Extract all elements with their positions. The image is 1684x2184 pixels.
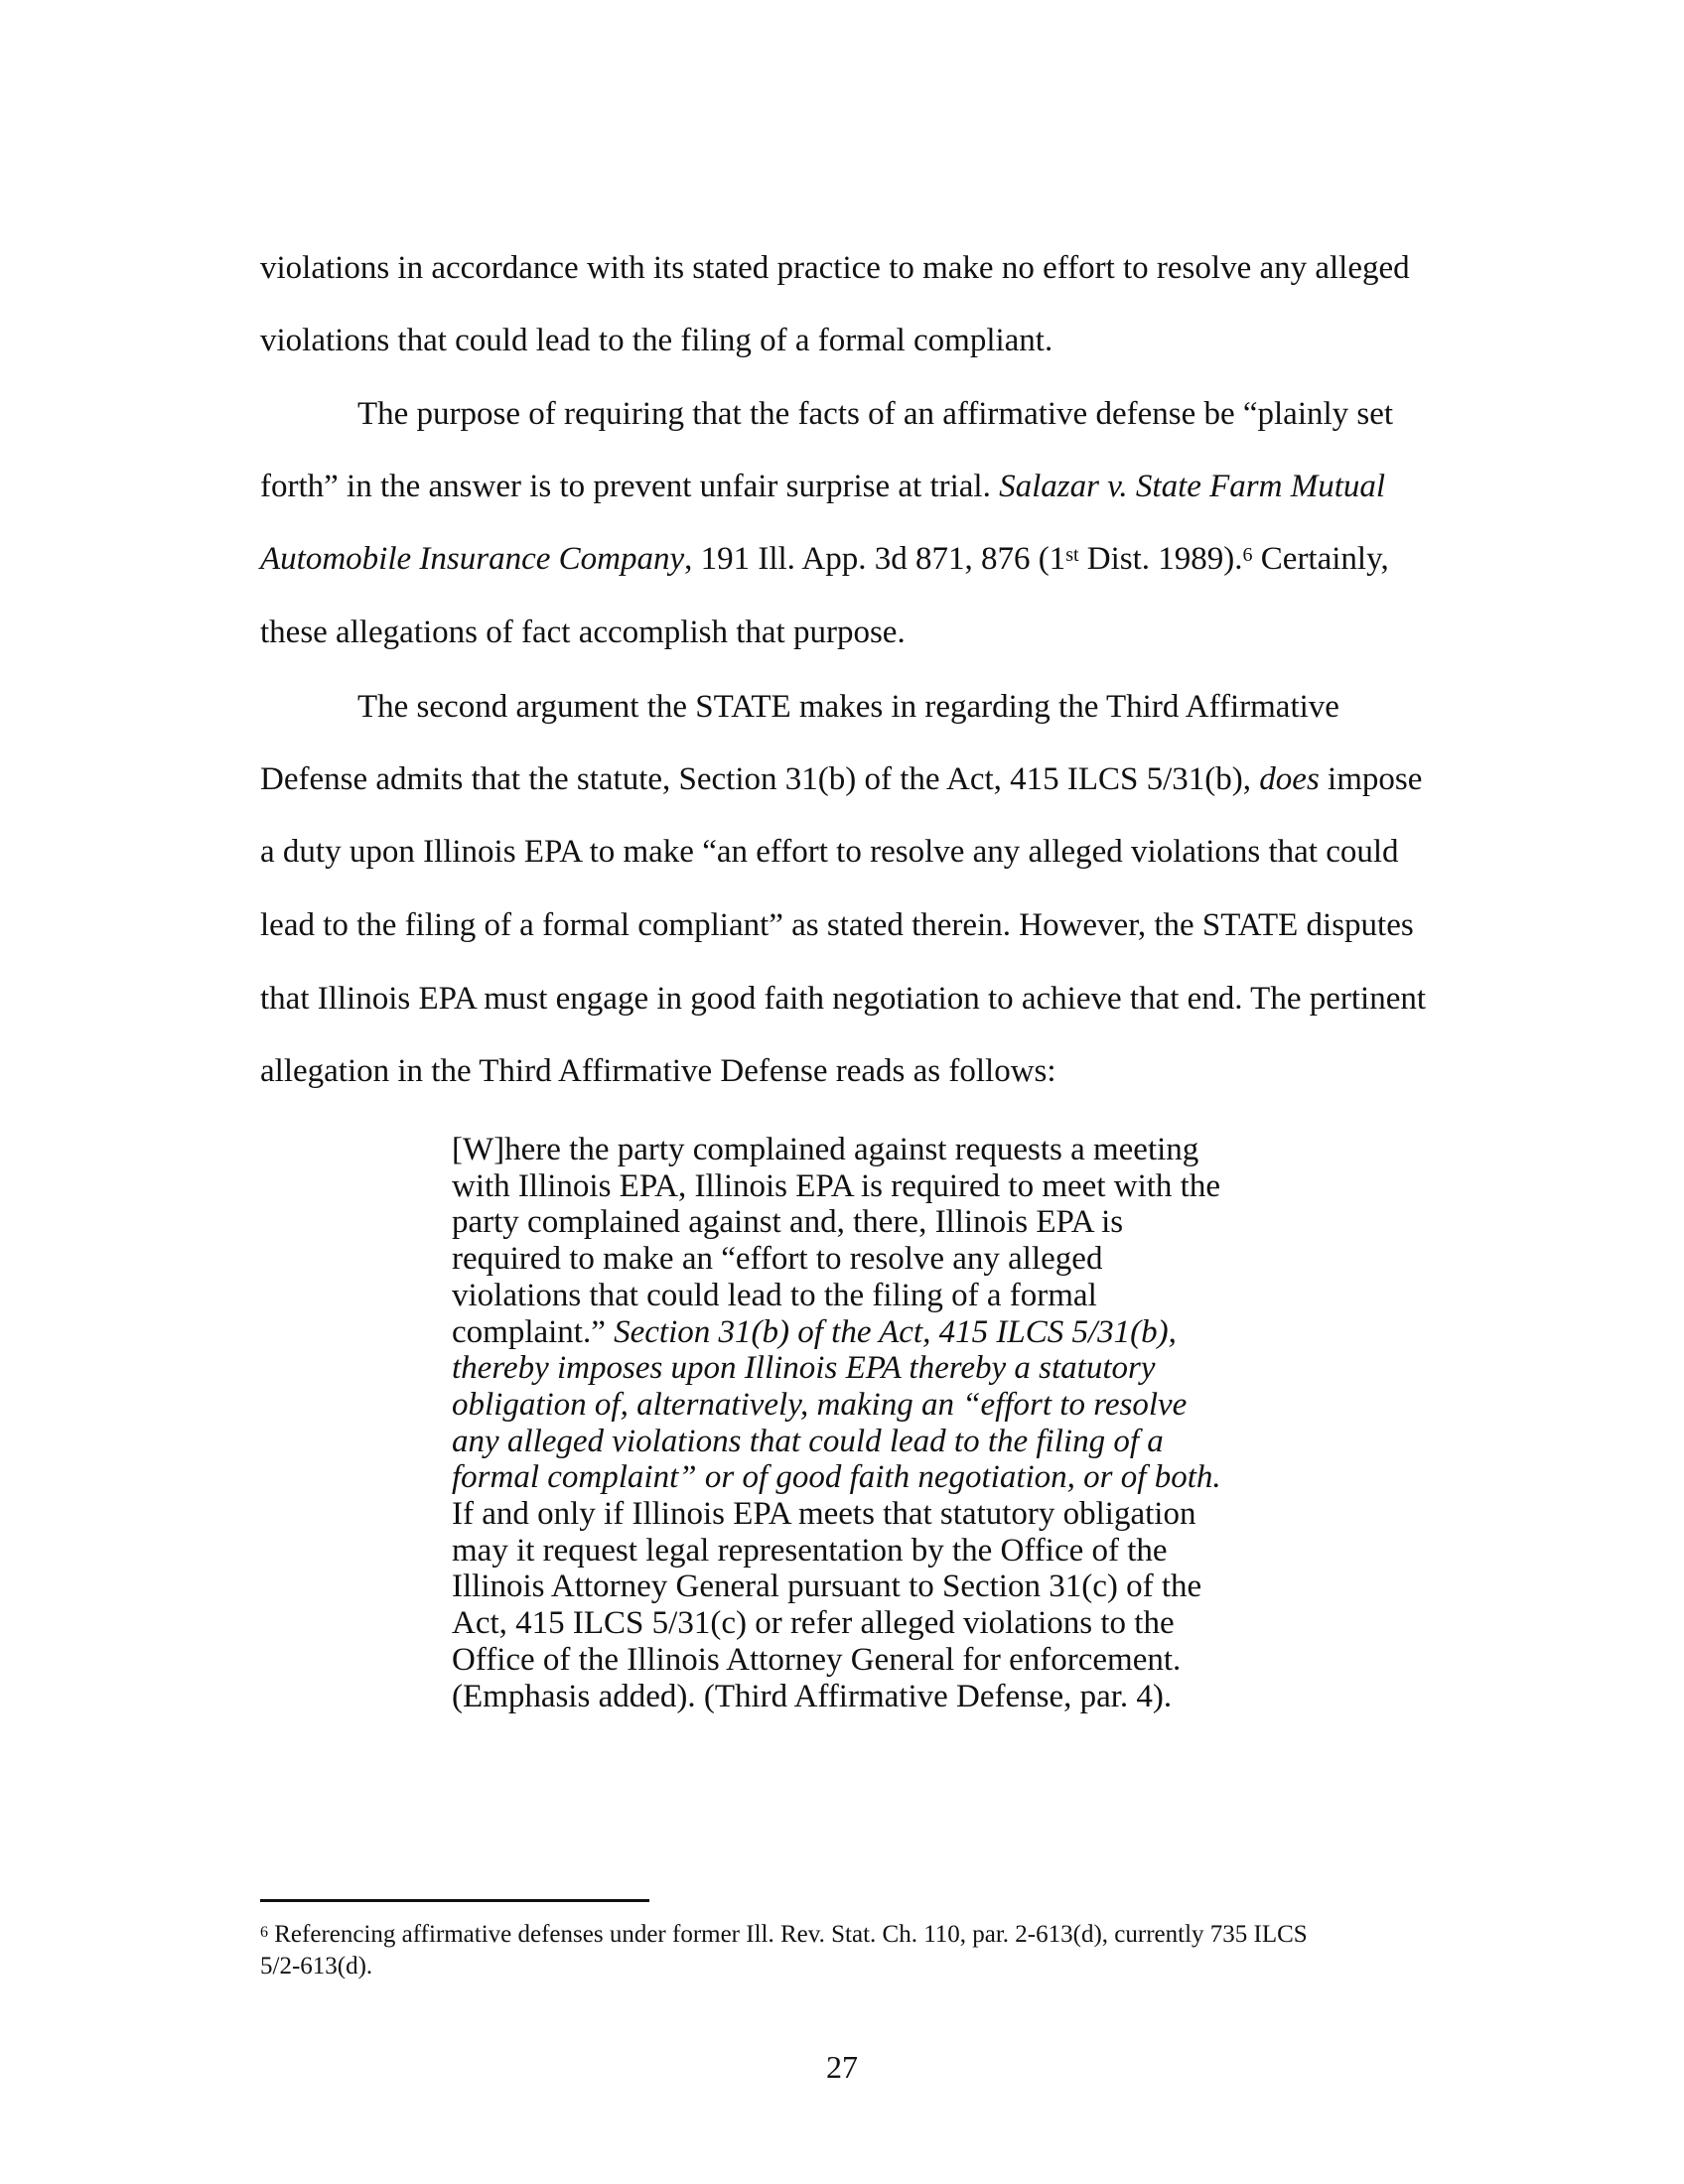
page-number: 27 bbox=[826, 2049, 858, 2085]
quote-line: [W]here the party complained against requests a meeting bbox=[452, 1132, 1199, 1167]
quote-line: required to make an “effort to resolve any alleged bbox=[452, 1241, 1103, 1278]
quote-emphasis: Section 31(b) of the Act, 415 ILCS 5/31(b), bbox=[614, 1313, 1177, 1350]
quote-line: If and only if Illinois EPA meets that statutory obligation bbox=[452, 1496, 1196, 1533]
quote-line: obligation of, alternatively, making an “effort to resolve bbox=[452, 1386, 1188, 1423]
body-line-2: violations that could lead to the filing of a formal compliant. bbox=[260, 323, 1053, 358]
superscript: st bbox=[1065, 544, 1079, 566]
quote-line: party complained against and, there, Illinois EPA is bbox=[452, 1204, 1124, 1241]
footnote-line bbox=[260, 1919, 1412, 1951]
body-line-1: violations in accordance with its stated practice to make no effort to resolve any alleged bbox=[260, 250, 1410, 286]
body-line-6: these allegations of fact accomplish that purpose. bbox=[260, 614, 906, 650]
body-text: Dist. 1989). bbox=[1078, 541, 1243, 577]
quote-line: Office of the Illinois Attorney General for enforcement. bbox=[452, 1641, 1182, 1678]
footnote-line: 5/2-613(d). bbox=[260, 1953, 373, 1979]
body-line-9: a duty upon Illinois EPA to make “an effort to resolve any alleged violations that could bbox=[260, 834, 1399, 870]
quote-text: complaint.” bbox=[452, 1313, 615, 1350]
body-text: impose bbox=[1319, 761, 1423, 797]
body-line-10: lead to the filing of a formal compliant” as stated therein. However, the STATE disputes bbox=[260, 907, 1414, 943]
body-text: Defense admits that the statute, Section 31(b) of the Act, 415 ILCS 5/31(b), bbox=[260, 761, 1260, 797]
quote-line: formal complaint” or of good faith negotiation, or of both. bbox=[452, 1459, 1221, 1496]
body-text: forth” in the answer is to prevent unfair surprise at trial. bbox=[260, 469, 1000, 504]
quote-line: Illinois Attorney General pursuant to Section 31(c) of the bbox=[452, 1569, 1202, 1605]
body-line-8 bbox=[260, 759, 1422, 799]
footnote-marker: 6 bbox=[260, 1924, 268, 1941]
body-text: Certainly, bbox=[1252, 541, 1389, 577]
quote-line: may it request legal representation by the Office of the bbox=[452, 1532, 1168, 1569]
block-quote bbox=[452, 1132, 1246, 1714]
body-line-3: The purpose of requiring that the facts of an affirmative defense be “plainly set bbox=[357, 396, 1394, 432]
footnote-divider bbox=[260, 1899, 649, 1902]
quote-line: with Illinois EPA, Illinois EPA is required to meet with the bbox=[452, 1167, 1220, 1204]
quote-line bbox=[452, 1314, 1246, 1351]
footnote-reference[interactable]: 6 bbox=[1242, 544, 1253, 566]
footnote-text: Referencing affirmative defenses under former Ill. Rev. Stat. Ch. 110, par. 2-613(d), currently 735 ILCS bbox=[268, 1921, 1308, 1948]
quote-line: Act, 415 ILCS 5/31(c) or refer alleged violations to the bbox=[452, 1605, 1175, 1642]
body-line-5 bbox=[260, 539, 1389, 579]
quote-line: thereby imposes upon Illinois EPA thereby a statutory bbox=[452, 1350, 1156, 1387]
body-text: , 191 Ill. App. 3d 871, 876 (1 bbox=[684, 541, 1066, 577]
body-line-4 bbox=[260, 467, 1385, 506]
body-line-11: that Illinois EPA must engage in good faith negotiation to achieve that end. The pertinent bbox=[260, 981, 1427, 1017]
quote-line: (Emphasis added). (Third Affirmative Defense, par. 4). bbox=[452, 1678, 1173, 1714]
footnote bbox=[260, 1919, 1412, 1982]
case-citation: Automobile Insurance Company bbox=[260, 541, 685, 577]
body-line-7: The second argument the STATE makes in regarding the Third Affirmative bbox=[357, 689, 1339, 725]
quote-line: any alleged violations that could lead to the filing of a bbox=[452, 1423, 1164, 1459]
case-citation: Salazar v. State Farm Mutual bbox=[999, 469, 1386, 504]
quote-line: violations that could lead to the filing of a formal bbox=[452, 1277, 1097, 1313]
emphasis: does bbox=[1259, 761, 1320, 797]
body-line-12: allegation in the Third Affirmative Defense reads as follows: bbox=[260, 1053, 1056, 1089]
